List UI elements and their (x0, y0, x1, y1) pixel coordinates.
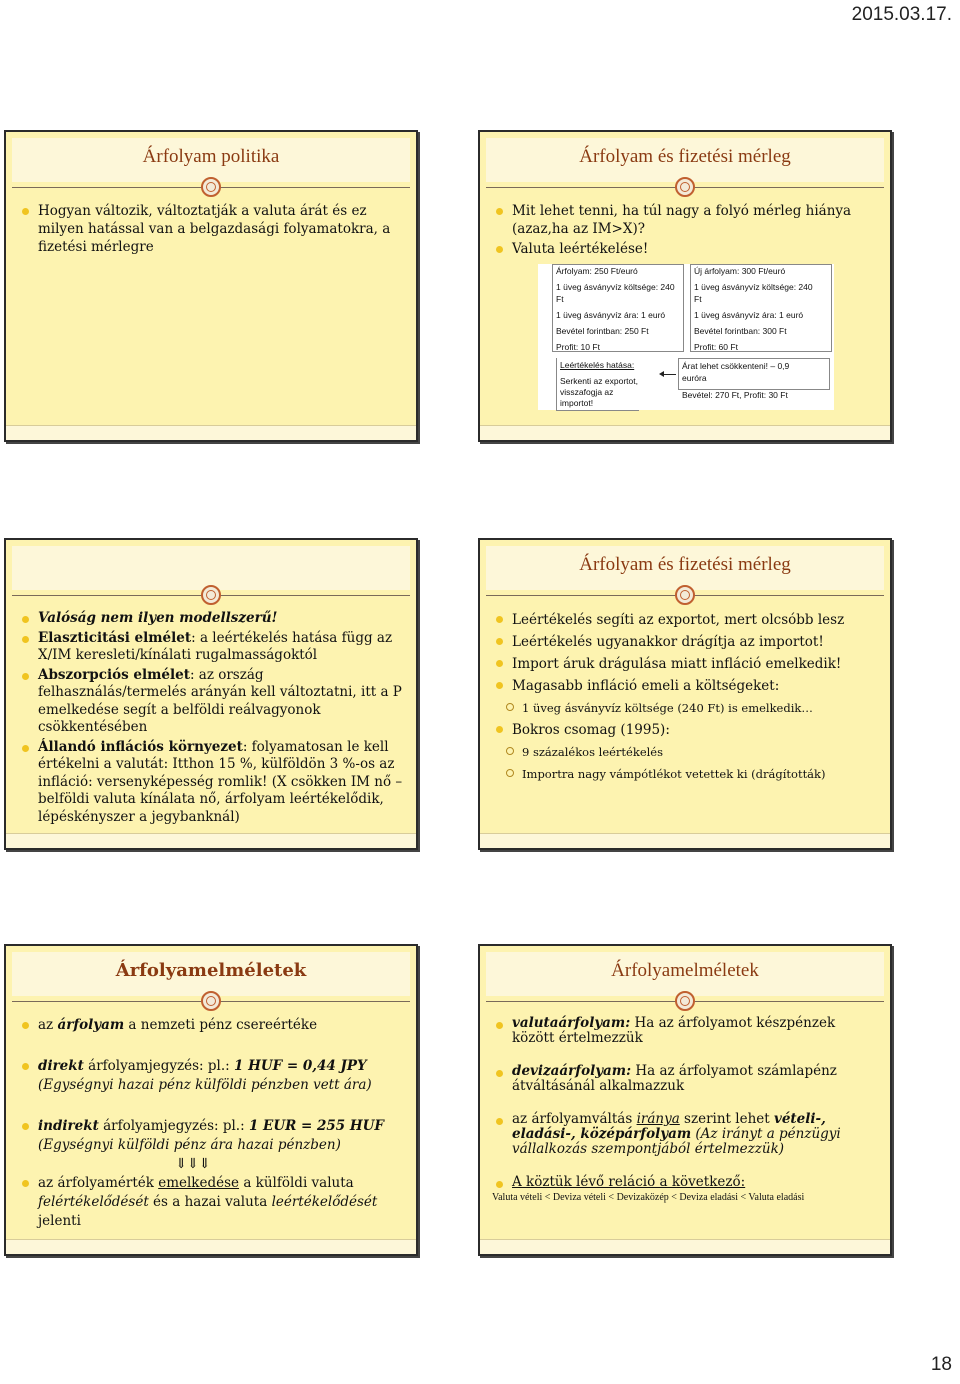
bullet-item: Import áruk drágulása miatt infláció emelkedik! (494, 654, 880, 674)
bullet-item: Mit lehet tenni, ha túl nagy a folyó mérleg hiánya (azaz,ha az IM>X)? (494, 202, 880, 238)
bullet-icon (496, 208, 503, 215)
bullet-icon (22, 1063, 29, 1070)
slide-title: Árfolyam és fizetési mérleg (579, 146, 791, 167)
bullet-icon (496, 660, 503, 667)
bullet-icon (22, 745, 29, 752)
arrow-left-icon (662, 374, 676, 375)
bullet-icon (496, 1070, 503, 1077)
slide-valosag (4, 538, 418, 850)
bullet-icon (496, 1181, 503, 1188)
ring-ornament-icon (675, 585, 695, 605)
sub-bullet-item: 9 százalékos leértékelés (494, 742, 880, 762)
devaluation-diagram: Árfolyam: 250 Ft/euró 1 üveg ásványvíz költsége: 240 Ft 1 üveg ásványvíz ára: 1 euró Bevétel forintban: 250 Ft Profit: 10 Ft Új árfolyam: 300 Ft/euró 1 üveg ásványvíz költsége: 240 Ft 1 üveg ásványvíz ára: 1 euró Bevétel forintban: 300 Ft Profit: 60 Ft Leértékelés hatása: Serkenti az exportot, visszafogja az importot! Árat lehet csökkenteni! – 0,9 euróra Bevétel: 270 Ft, Profit: 30 Ft (538, 264, 834, 410)
slide-title: Árfolyam és fizetési mérleg (579, 554, 791, 575)
bullet-icon (22, 208, 29, 215)
bullet-icon (22, 1022, 29, 1029)
bullet-icon (496, 638, 503, 645)
sub-bullet-item: 1 üveg ásványvíz költsége (240 Ft) is emelkedik… (494, 698, 880, 718)
bullet-item: Bokros csomag (1995): (494, 720, 880, 740)
slide-arfolyamelmeletek-2 (478, 944, 892, 1256)
bullet-icon (22, 673, 29, 680)
bullet-icon (496, 1022, 503, 1029)
circle-bullet-icon (506, 769, 514, 777)
ring-ornament-icon (201, 585, 221, 605)
bullet-icon (22, 616, 29, 623)
page-number: 18 (930, 1354, 952, 1375)
bullet-icon (496, 682, 503, 689)
circle-bullet-icon (506, 747, 514, 755)
bullet-item: Valuta leértékelése! (494, 240, 880, 258)
relation-text: Valuta vételi < Deviza vételi < Devizaközép < Deviza eladási < Valuta eladási (492, 1192, 805, 1203)
down-arrows-icon: ⇓⇓⇓ (175, 1156, 211, 1172)
slide-arfolyam-fizetesi-merleg-1 (478, 130, 892, 442)
bullet-item: Valóság nem ilyen modellszerű! (20, 610, 406, 628)
bullet-icon (22, 636, 29, 643)
ring-ornament-icon (675, 991, 695, 1011)
bullet-icon (496, 1118, 503, 1125)
bullet-item: Elaszticitási elmélet: a leértékelés hatása függ az X/IM keresleti/kínálati rugalmasságoktól (20, 630, 406, 665)
sub-bullet-item: Importra nagy vámpótlékot vetettek ki (drágították) (494, 764, 880, 784)
bullet-item: Hogyan változik, változtatják a valuta árát és ez milyen hatással van a belgazdasági folyamatokra, a fizetési mérlegre (20, 202, 406, 256)
bullet-item: direkt árfolyamjegyzés: pl.: 1 HUF = 0,44 JPY (Egységnyi hazai pénz külföldi pénzben vett ára) (20, 1057, 406, 1095)
bullet-icon (496, 616, 503, 623)
bullet-item: valutaárfolyam: Ha az árfolyamot készpénzek között értelmezzük (494, 1016, 880, 1046)
slide-arfolyamelmeletek-1 (4, 944, 418, 1256)
bullet-item: devizaárfolyam: Ha az árfolyamot számlapénz átváltásánál alkalmazzuk (494, 1064, 880, 1094)
slide-title: Árfolyam politika (142, 146, 280, 167)
bullet-icon (496, 726, 503, 733)
circle-bullet-icon (506, 703, 514, 711)
bullet-item: az árfolyam a nemzeti pénz csereértéke (20, 1016, 406, 1035)
bullet-icon (496, 246, 503, 253)
bullet-item: Állandó inflációs környezet: folyamatosan le kell értékelni a valutát: Itthon 15 %, külföldön 3 %-os az infláció: versenyképesség romlik! (X csökken IM nő – belföldi valuta kínálata nő, árfolyam leértékelődik, lépéskényszer a jegybanknál) (20, 739, 406, 827)
bullet-item: Leértékelés segíti az exportot, mert olcsóbb lesz (494, 610, 880, 630)
slide-title: Árfolyamelméletek (115, 960, 307, 981)
slide-arfolyam-politika (4, 130, 418, 442)
header-date: 2015.03.17. (851, 4, 952, 25)
bullet-item: Abszorpciós elmélet: az ország felhasználás/termelés arányán kell változtatni, itt a P emelkedése segít a belföldi reálvagyonok csökkentésében (20, 667, 406, 737)
bullet-item: az árfolyamérték emelkedése a külföldi valuta felértékelődését és a hazai valuta leértékelődését jelenti (20, 1174, 406, 1231)
bullet-item: A köztük lévő reláció a következő: (494, 1175, 880, 1190)
slide-arfolyam-fizetesi-merleg-2 (478, 538, 892, 850)
bullet-item: Leértékelés ugyanakkor drágítja az importot! (494, 632, 880, 652)
ring-ornament-icon (201, 991, 221, 1011)
bullet-item: az árfolyamváltás iránya szerint lehet vételi-, eladási-, középárfolyam (Az irányt a pénzügyi vállalkozás szempontjából értelmezzük) (494, 1112, 880, 1157)
slide-title: Árfolyamelméletek (611, 960, 759, 981)
bullet-icon (22, 1180, 29, 1187)
ring-ornament-icon (201, 177, 221, 197)
bullet-item: Magasabb infláció emeli a költségeket: (494, 676, 880, 696)
bullet-icon (22, 1123, 29, 1130)
ring-ornament-icon (675, 177, 695, 197)
bullet-item: indirekt árfolyamjegyzés: pl.: 1 EUR = 255 HUF (Egységnyi külföldi pénz ára hazai pénzben) (20, 1117, 406, 1155)
